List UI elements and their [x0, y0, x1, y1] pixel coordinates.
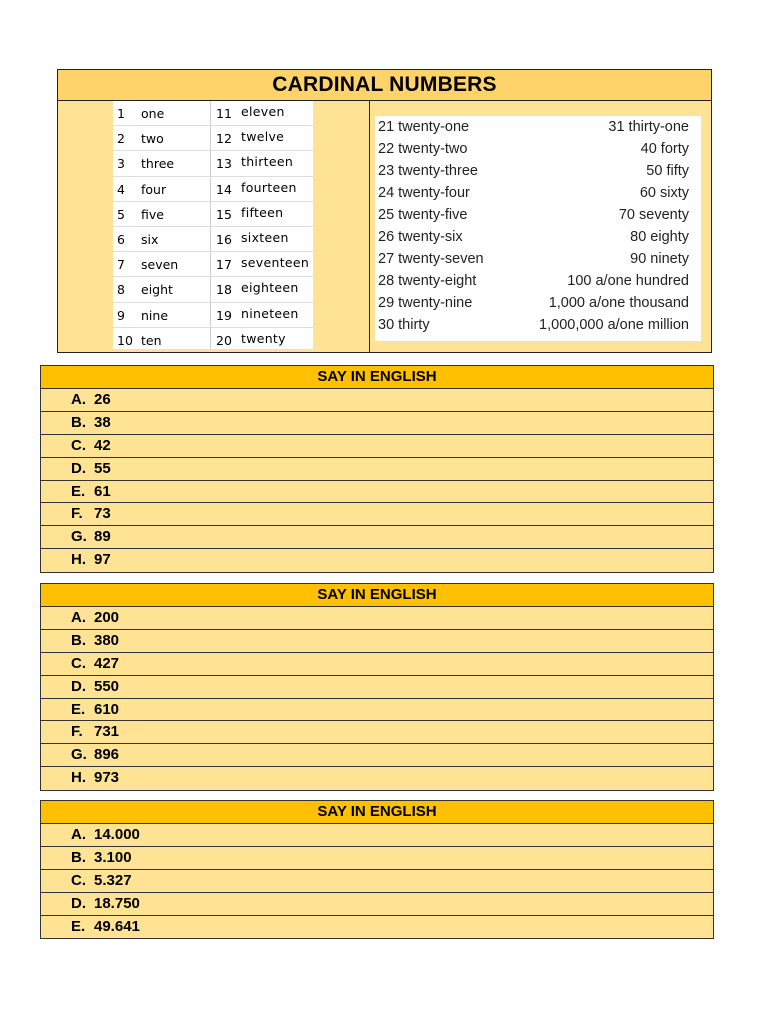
number-word-cell: 23 twenty-three — [378, 163, 478, 179]
number-word-cell: 27 twenty-seven — [378, 251, 484, 267]
numbers-21-million-table — [375, 116, 701, 341]
item-letter: A. — [71, 391, 86, 408]
table-row — [375, 248, 701, 270]
word-cell: eighteen — [241, 280, 299, 296]
page-title: CARDINAL NUMBERS — [58, 70, 711, 101]
item-letter: H. — [71, 769, 86, 787]
number-cell: 4 — [117, 181, 125, 197]
word-cell: two — [141, 131, 164, 147]
table-row — [375, 292, 701, 314]
number-word-cell: 1,000 a/one thousand — [548, 295, 689, 311]
exercise-item — [41, 744, 713, 767]
exercise-item — [41, 389, 713, 412]
table-row — [113, 252, 313, 277]
number-word-cell: 80 eighty — [630, 229, 689, 245]
number-word-cell: 1,000,000 a/one million — [539, 317, 689, 333]
item-number: 973 — [94, 769, 120, 787]
item-letter: A. — [71, 609, 86, 626]
number-word-cell: 31 thirty-one — [608, 119, 689, 135]
item-number: 61 — [94, 482, 111, 500]
table-row — [113, 328, 313, 352]
table-row — [113, 277, 313, 302]
item-number: 97 — [94, 551, 111, 569]
exercise-header: SAY IN ENGLISH — [41, 584, 713, 607]
item-number: 200 — [94, 609, 120, 626]
number-cell: 2 — [117, 131, 125, 147]
word-cell: one — [141, 106, 165, 121]
number-word-cell: 60 sixty — [639, 185, 689, 201]
word-cell: fifteen — [241, 204, 284, 220]
exercise-item — [41, 607, 713, 630]
number-cell: 19 — [216, 307, 232, 323]
number-cell: 3 — [117, 156, 125, 172]
item-letter: F. — [71, 505, 83, 523]
word-cell: thirteen — [241, 154, 294, 170]
item-letter: A. — [71, 826, 86, 843]
exercise-item — [41, 458, 713, 481]
item-letter: C. — [71, 654, 86, 672]
number-cell: 13 — [216, 156, 232, 172]
exercise-item — [41, 893, 713, 916]
item-letter: H. — [71, 551, 86, 569]
column-divider — [369, 100, 370, 353]
number-word-cell: 26 twenty-six — [378, 229, 463, 245]
exercise-section-2 — [40, 583, 714, 791]
table-row — [375, 270, 701, 292]
number-word-cell: 40 forty — [640, 141, 689, 157]
number-cell: 9 — [117, 307, 125, 323]
table-row — [113, 202, 313, 227]
exercise-item — [41, 435, 713, 458]
number-cell: 6 — [117, 231, 125, 247]
number-cell: 7 — [117, 257, 125, 273]
number-cell: 12 — [216, 131, 232, 147]
item-letter: B. — [71, 413, 86, 431]
exercise-item — [41, 824, 713, 847]
table-row — [113, 151, 313, 176]
number-cell: 14 — [216, 181, 232, 197]
exercise-item — [41, 870, 713, 893]
item-number: 89 — [94, 528, 111, 546]
item-number: 55 — [94, 459, 111, 477]
word-cell: twelve — [241, 129, 285, 145]
exercise-item — [41, 721, 713, 744]
number-cell: 5 — [117, 206, 125, 222]
item-letter: D. — [71, 894, 86, 912]
exercise-item — [41, 630, 713, 653]
word-cell: three — [141, 156, 175, 172]
item-letter: G. — [71, 528, 87, 546]
number-cell: 8 — [117, 282, 125, 298]
exercise-item — [41, 676, 713, 699]
item-letter: E. — [71, 482, 86, 500]
item-number: 73 — [94, 505, 111, 523]
item-letter: E. — [71, 700, 86, 718]
word-cell: eight — [141, 282, 173, 298]
exercise-item — [41, 699, 713, 722]
item-letter: E. — [71, 917, 86, 935]
item-number: 731 — [94, 723, 120, 741]
number-word-cell: 50 fifty — [646, 163, 689, 179]
table-row — [375, 138, 701, 160]
number-cell: 11 — [216, 106, 232, 121]
exercise-header: SAY IN ENGLISH — [41, 801, 713, 824]
word-cell: nineteen — [241, 305, 299, 321]
table-row — [113, 303, 313, 328]
item-number: 550 — [94, 677, 120, 695]
exercise-item — [41, 653, 713, 676]
word-cell: seven — [141, 257, 179, 273]
item-number: 427 — [94, 654, 120, 672]
table-row — [375, 204, 701, 226]
word-cell: six — [141, 231, 159, 247]
item-number: 42 — [94, 436, 111, 454]
number-word-cell: 70 seventy — [618, 207, 689, 223]
number-word-cell: 30 thirty — [378, 317, 430, 333]
exercise-section-1 — [40, 365, 714, 573]
item-number: 14.000 — [94, 826, 140, 843]
exercise-item — [41, 503, 713, 526]
item-number: 610 — [94, 700, 120, 718]
exercise-item — [41, 526, 713, 549]
item-letter: D. — [71, 459, 86, 477]
item-letter: G. — [71, 746, 87, 764]
number-word-cell: 21 twenty-one — [378, 119, 470, 135]
number-cell: 1 — [117, 106, 125, 121]
item-number: 5.327 — [94, 871, 132, 889]
table-row — [375, 226, 701, 248]
number-cell: 10 — [117, 332, 133, 348]
number-word-cell: 100 a/one hundred — [567, 273, 689, 289]
number-word-cell: 24 twenty-four — [378, 185, 470, 201]
item-letter: C. — [71, 436, 86, 454]
exercise-item — [41, 847, 713, 870]
table-row — [113, 101, 313, 126]
word-cell: nine — [141, 307, 169, 323]
item-letter: B. — [71, 848, 86, 866]
table-row — [113, 227, 313, 252]
item-number: 380 — [94, 631, 120, 649]
exercise-section-3 — [40, 800, 714, 939]
cardinal-numbers-box — [57, 69, 712, 353]
number-word-cell: 90 ninety — [630, 251, 689, 267]
table-row — [375, 314, 701, 336]
word-cell: four — [141, 181, 167, 197]
number-word-cell: 22 twenty-two — [378, 141, 468, 157]
number-cell: 18 — [216, 282, 232, 298]
item-number: 26 — [94, 391, 111, 408]
table-row — [375, 116, 701, 138]
exercise-item — [41, 481, 713, 504]
table-row — [113, 126, 313, 151]
number-word-cell: 28 twenty-eight — [378, 273, 477, 289]
number-cell: 20 — [216, 332, 232, 348]
number-word-cell: 25 twenty-five — [378, 207, 468, 223]
table-row — [375, 160, 701, 182]
table-row — [113, 177, 313, 202]
word-cell: eleven — [241, 104, 285, 119]
item-letter: B. — [71, 631, 86, 649]
numbers-1-20-table — [113, 101, 313, 349]
exercise-item — [41, 412, 713, 435]
item-number: 3.100 — [94, 848, 132, 866]
word-cell: fourteen — [241, 179, 297, 195]
item-letter: C. — [71, 871, 86, 889]
word-cell: five — [141, 206, 164, 222]
table-row — [375, 182, 701, 204]
exercise-item — [41, 549, 713, 572]
word-cell: seventeen — [241, 255, 310, 271]
item-number: 49.641 — [94, 917, 140, 935]
word-cell: sixteen — [241, 229, 289, 245]
exercise-item — [41, 767, 713, 790]
number-cell: 17 — [216, 257, 232, 273]
item-number: 38 — [94, 413, 111, 431]
number-word-cell: 29 twenty-nine — [378, 295, 473, 311]
exercise-item — [41, 916, 713, 939]
item-number: 896 — [94, 746, 120, 764]
number-cell: 15 — [216, 206, 232, 222]
item-letter: D. — [71, 677, 86, 695]
word-cell: twenty — [241, 330, 286, 346]
item-letter: F. — [71, 723, 83, 741]
word-cell: ten — [141, 332, 162, 348]
exercise-header: SAY IN ENGLISH — [41, 366, 713, 389]
item-number: 18.750 — [94, 894, 140, 912]
number-cell: 16 — [216, 231, 232, 247]
